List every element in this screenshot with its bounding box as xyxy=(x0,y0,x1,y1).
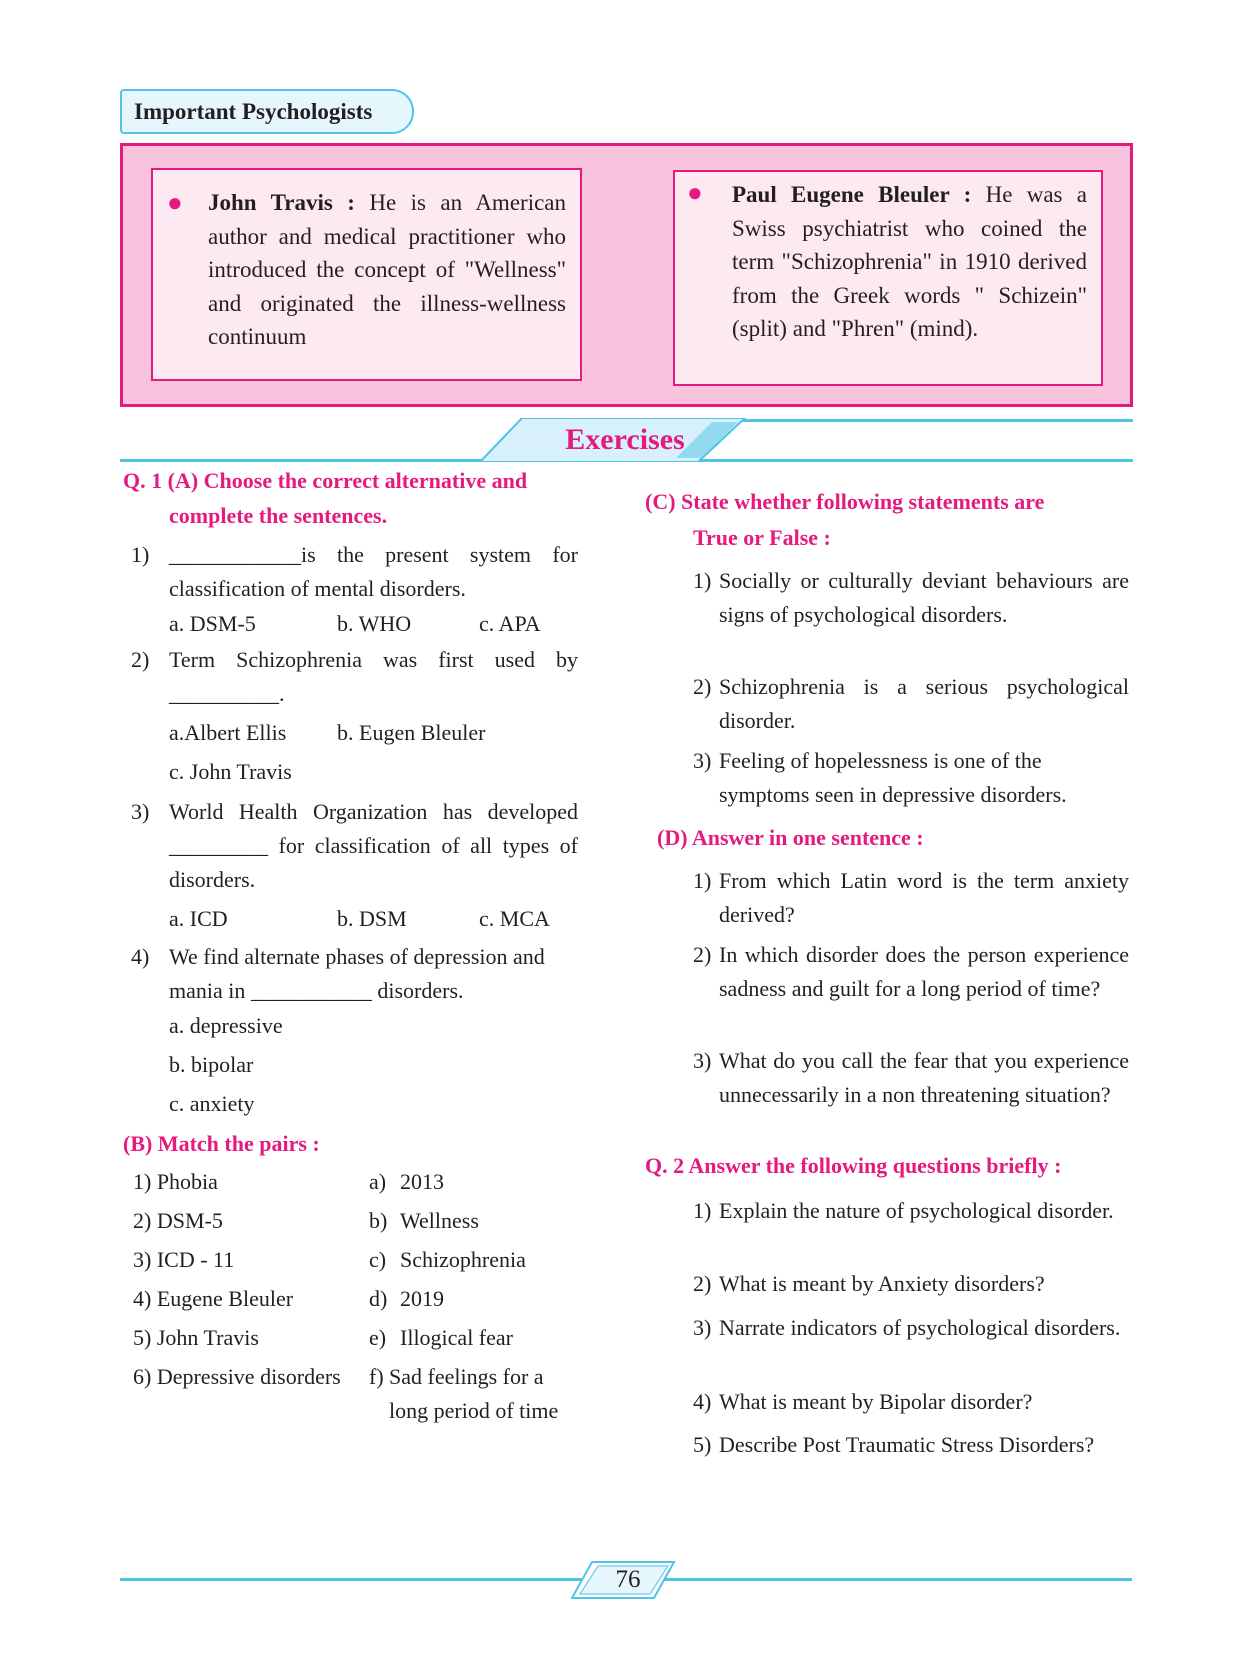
one-sentence-item xyxy=(693,938,1129,1006)
match-right-key: b) xyxy=(369,1208,388,1233)
item-text: Narrate indicators of psychological disorders. xyxy=(719,1315,1121,1340)
match-left-item: 3) ICD - 11 xyxy=(133,1247,235,1272)
mcq-item xyxy=(131,643,578,789)
psychologist-card-travis xyxy=(151,168,582,381)
match-right-item: 2013 xyxy=(400,1169,444,1194)
mcq-item xyxy=(131,940,578,1121)
q2-heading: Q. 2 Answer the following questions briefly : xyxy=(645,1153,1062,1178)
short-answer-item xyxy=(693,1311,1129,1345)
item-number: 1) xyxy=(131,542,150,567)
match-left-item: 1) Phobia xyxy=(133,1169,218,1194)
option: c. anxiety xyxy=(169,1091,255,1116)
match-right-item: Illogical fear xyxy=(400,1325,513,1350)
item-number: 4) xyxy=(131,944,150,969)
match-right-item: Schizophrenia xyxy=(400,1247,526,1272)
option: b. bipolar xyxy=(169,1052,254,1077)
one-sentence-item xyxy=(693,864,1129,932)
match-left-item: 6) Depressive disorders xyxy=(133,1364,341,1389)
tf-item xyxy=(693,744,1129,812)
mcq-item xyxy=(131,538,578,641)
option: a.Albert Ellis xyxy=(169,720,287,745)
item-text: Term Schizophrenia was first used by __________. xyxy=(169,647,578,706)
item-number: 2) xyxy=(693,942,712,967)
option: a. depressive xyxy=(169,1013,283,1038)
item-text: What is meant by Anxiety disorders? xyxy=(719,1271,1045,1296)
item-text: In which disorder does the person experience sadness and guilt for a long period of time? xyxy=(719,942,1129,1001)
exercises-title: Exercises xyxy=(565,423,685,456)
match-right-key: f) xyxy=(369,1364,384,1389)
option: b. Eugen Bleuler xyxy=(337,720,486,745)
short-answer-item xyxy=(693,1267,1129,1301)
match-right-key: d) xyxy=(369,1286,388,1311)
match-left-item: 2) DSM-5 xyxy=(133,1208,223,1233)
psychologist-name: Paul Eugene Bleuler : xyxy=(732,182,972,207)
option: c. MCA xyxy=(479,906,550,931)
item-number: 2) xyxy=(131,647,150,672)
item-text: From which Latin word is the term anxiety derived? xyxy=(719,868,1129,927)
left-column xyxy=(123,463,583,1463)
option: c. John Travis xyxy=(169,759,292,784)
one-sentence-item xyxy=(693,1044,1129,1112)
psychologist-name: John Travis : xyxy=(208,190,355,215)
item-text: We find alternate phases of depression and mania in ___________ disorders. xyxy=(169,944,545,1003)
item-number: 1) xyxy=(693,568,712,593)
item-text: Explain the nature of psychological disorder. xyxy=(719,1198,1114,1223)
q1a-heading: Q. 1 (A) Choose the correct alternative and xyxy=(123,468,528,493)
short-answer-item xyxy=(693,1428,1129,1462)
match-right-key: c) xyxy=(369,1247,387,1272)
item-text: Describe Post Traumatic Stress Disorders? xyxy=(719,1432,1095,1457)
q1b-heading: (B) Match the pairs : xyxy=(123,1131,320,1156)
short-answer-item xyxy=(693,1194,1129,1228)
option: b. DSM xyxy=(337,906,407,931)
mcq-item xyxy=(131,795,578,936)
bullet-icon: ● xyxy=(687,178,703,207)
item-number: 1) xyxy=(693,1198,712,1223)
short-answer-item xyxy=(693,1385,1129,1419)
q1d-heading: (D) Answer in one sentence : xyxy=(657,825,924,850)
match-right-key: a) xyxy=(369,1169,387,1194)
item-text: World Health Organization has developed _________ for classification of all types of disorders. xyxy=(169,799,578,892)
page-number: 76 xyxy=(615,1566,641,1593)
item-text: Socially or culturally deviant behaviours are signs of psychological disorders. xyxy=(719,568,1129,627)
psychologist-card-bleuler xyxy=(673,170,1103,386)
item-number: 2) xyxy=(693,1271,712,1296)
item-text: ____________is the present system for classification of mental disorders. xyxy=(169,542,578,601)
option: a. DSM-5 xyxy=(169,611,256,636)
option: b. WHO xyxy=(337,611,412,636)
match-left-item: 4) Eugene Bleuler xyxy=(133,1286,294,1311)
option: a. ICD xyxy=(169,906,228,931)
item-number: 1) xyxy=(693,868,712,893)
item-number: 3) xyxy=(693,1048,712,1073)
item-text: Feeling of hopelessness is one of the symptoms seen in depressive disorders. xyxy=(719,748,1067,807)
match-right-item: Sad feelings for a long period of time xyxy=(389,1364,559,1423)
right-column xyxy=(645,484,1135,1564)
tf-item xyxy=(693,564,1129,632)
match-right-key: e) xyxy=(369,1325,387,1350)
psychologist-description: He is an American author and medical practitioner who introduced the concept of "Wellness" and originated the illness-wellness continuum xyxy=(208,190,566,349)
bullet-icon: ● xyxy=(167,188,183,217)
match-right-item: 2019 xyxy=(400,1286,444,1311)
item-text: What is meant by Bipolar disorder? xyxy=(719,1389,1033,1414)
match-left-item: 5) John Travis xyxy=(133,1325,259,1350)
exercises-rule-top xyxy=(700,419,1133,422)
q1c-heading-cont: True or False : xyxy=(693,525,831,550)
section-tab: Important Psychologists xyxy=(120,89,414,134)
psychologist-description: He was a Swiss psychiatrist who coined the term "Schizophrenia" in 1910 derived from the Greek words " Schizein" (split) and "Phren" (mind). xyxy=(732,182,1087,341)
tf-item xyxy=(693,670,1129,738)
q1a-heading-cont: complete the sentences. xyxy=(169,503,388,528)
item-number: 2) xyxy=(693,674,712,699)
item-number: 3) xyxy=(693,748,712,773)
item-number: 3) xyxy=(693,1315,712,1340)
item-text: Schizophrenia is a serious psychological disorder. xyxy=(719,674,1129,733)
item-number: 4) xyxy=(693,1389,712,1414)
q1c-heading: (C) State whether following statements are xyxy=(645,489,1045,514)
match-right-item: Wellness xyxy=(400,1208,479,1233)
item-text: What do you call the fear that you experience unnecessarily in a non threatening situation? xyxy=(719,1048,1129,1107)
item-number: 5) xyxy=(693,1432,712,1457)
item-number: 3) xyxy=(131,799,150,824)
option: c. APA xyxy=(479,611,541,636)
